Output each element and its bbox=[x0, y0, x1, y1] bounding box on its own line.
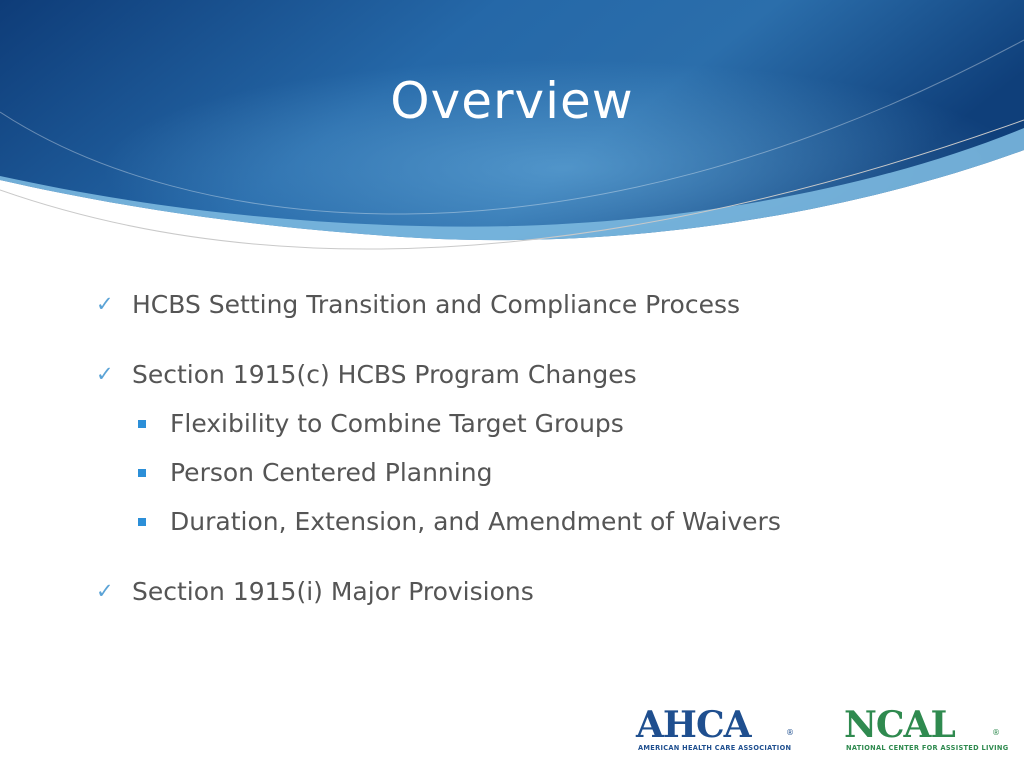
bullet-item bbox=[94, 290, 974, 320]
bullet-text: Section 1915(c) HCBS Program Changes bbox=[132, 360, 637, 389]
slide-title: Overview bbox=[390, 72, 634, 130]
square-bullet-icon bbox=[138, 469, 146, 477]
bullet-text: Duration, Extension, and Amendment of Waivers bbox=[170, 507, 781, 536]
check-icon: ✓ bbox=[96, 362, 114, 386]
bullet-text: HCBS Setting Transition and Compliance Process bbox=[132, 290, 741, 319]
square-bullet-icon bbox=[138, 518, 146, 526]
bullet-item bbox=[94, 360, 974, 390]
bullet-text: Person Centered Planning bbox=[170, 458, 493, 487]
ncal-logo-subtitle: NATIONAL CENTER FOR ASSISTED LIVING bbox=[846, 744, 1009, 752]
footer-logos bbox=[636, 704, 1016, 758]
bullet-item bbox=[94, 577, 974, 607]
ncal-logo-word: NCAL bbox=[844, 704, 955, 746]
square-bullet-icon bbox=[138, 420, 146, 428]
bullet-text: Section 1915(i) Major Provisions bbox=[132, 577, 534, 606]
ncal-logo bbox=[844, 704, 1009, 756]
sub-bullet-item bbox=[94, 458, 974, 488]
ahca-logo-subtitle: AMERICAN HEALTH CARE ASSOCIATION bbox=[638, 744, 792, 752]
sub-bullet-item bbox=[94, 507, 974, 537]
ahca-registered-mark: ® bbox=[786, 728, 794, 737]
bullet-list bbox=[94, 290, 974, 607]
check-icon: ✓ bbox=[96, 579, 114, 603]
ncal-registered-mark: ® bbox=[992, 728, 1000, 737]
header-wave-graphic bbox=[0, 0, 1024, 290]
ahca-logo-word: AHCA bbox=[636, 704, 751, 746]
check-icon: ✓ bbox=[96, 292, 114, 316]
bullet-text: Flexibility to Combine Target Groups bbox=[170, 409, 624, 438]
sub-bullet-item bbox=[94, 409, 974, 439]
ahca-logo bbox=[636, 704, 796, 756]
